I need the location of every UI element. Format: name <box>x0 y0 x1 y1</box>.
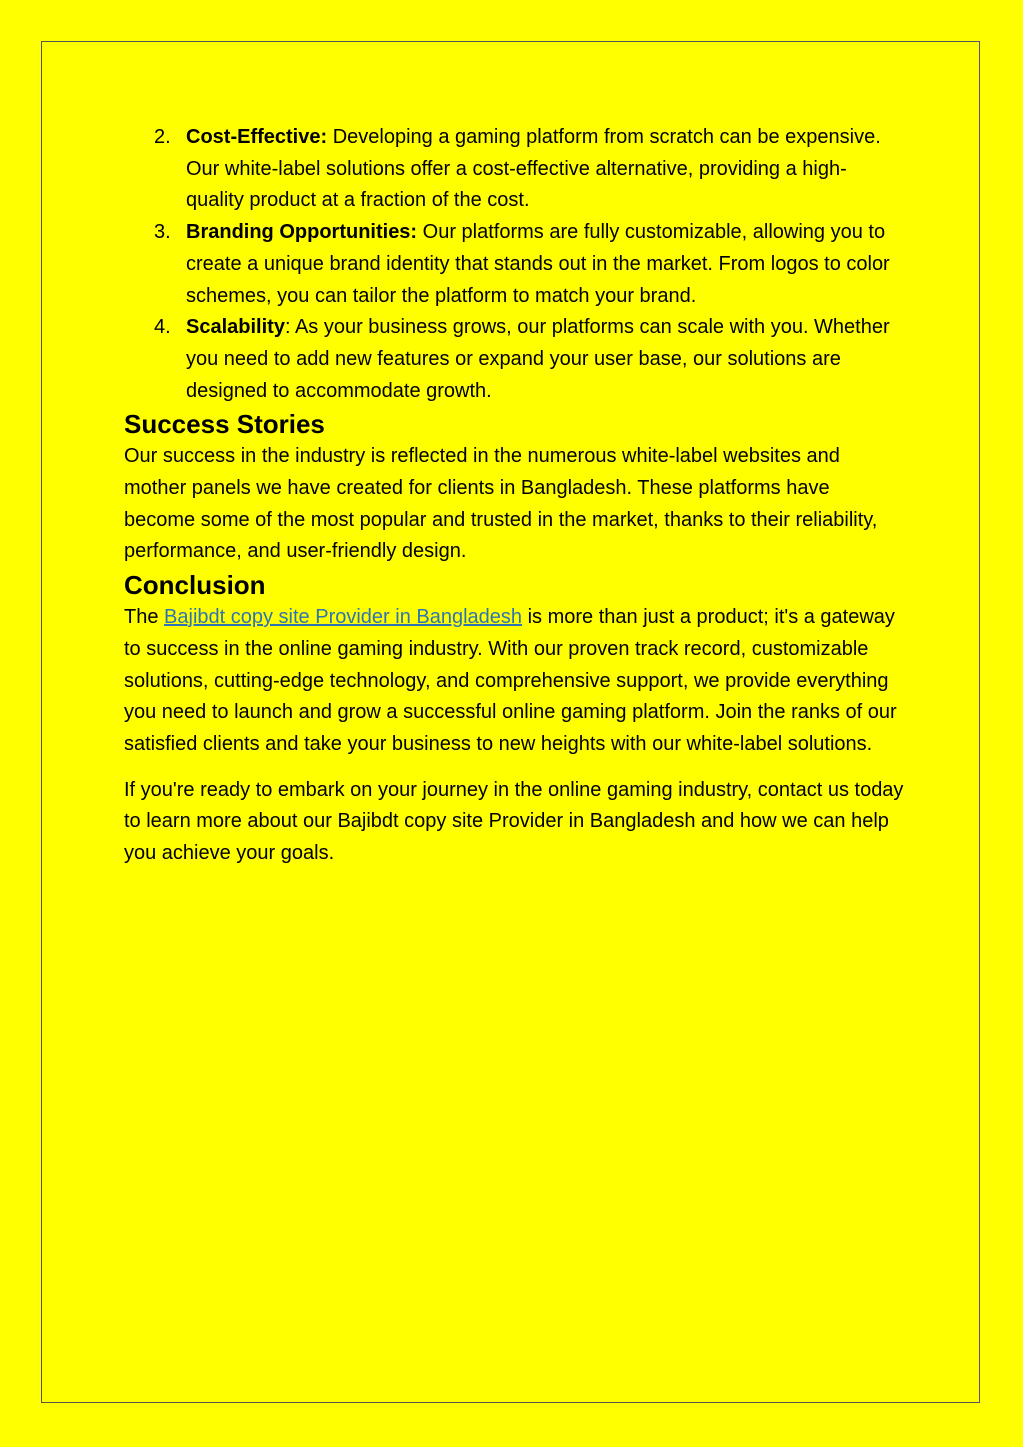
list-item-text: Our platforms are fully customizable, allowing you to create a unique brand identity that stands out in the market. From logos to color schemes, you can tailor the platform to match your brand. <box>186 221 890 307</box>
list-item-cost-effective <box>124 122 904 217</box>
success-stories-paragraph: Our success in the industry is reflected in the numerous white-label websites and mother panels we have created for clients in Bangladesh. These platforms have become some of the most popular and trusted in the market, thanks to their reliability, performance, and user-friendly design. <box>124 445 878 563</box>
success-stories-heading: Success Stories <box>124 409 325 440</box>
conclusion-heading: Conclusion <box>124 570 266 601</box>
provider-link[interactable]: Bajibdt copy site Provider in Bangladesh <box>164 606 523 629</box>
list-number: 3. <box>154 221 171 244</box>
list-item-branding-opportunities <box>124 217 904 312</box>
list-item-text: : As your business grows, our platforms can scale with you. Whether you need to add new features or expand your user base, our solutions are designed to accommodate growth. <box>186 316 890 402</box>
document-body <box>124 122 904 870</box>
conclusion-prefix-text: The <box>124 606 165 629</box>
list-item-title: Branding Opportunities: <box>186 221 418 244</box>
list-number: 4. <box>154 316 171 339</box>
list-item-scalability <box>124 312 904 407</box>
benefits-list <box>124 122 904 407</box>
list-item-text: Developing a gaming platform from scratch can be expensive. Our white-label solutions offer a cost-effective alternative, providing a high-quality product at a fraction of the cost. <box>186 126 881 212</box>
conclusion-paragraph-2: If you're ready to embark on your journey in the online gaming industry, contact us today to learn more about our Bajibdt copy site Provider in Bangladesh and how we can help you achieve your goals. <box>124 778 904 865</box>
list-number: 2. <box>154 126 171 148</box>
list-item-title: Cost-Effective: <box>186 126 328 148</box>
conclusion-suffix-text: is more than just a product; it's a gateway to success in the online gaming industry. With our proven track record, customizable solutions, cutting-edge technology, and comprehensive support, we provide everything you need to launch and grow a successful online gaming platform. Join the ranks of our satisfied clients and take your business to new heights with our white-label solutions. <box>124 606 897 755</box>
conclusion-paragraph-1 <box>124 602 904 761</box>
list-item-title: Scalability <box>186 316 285 339</box>
